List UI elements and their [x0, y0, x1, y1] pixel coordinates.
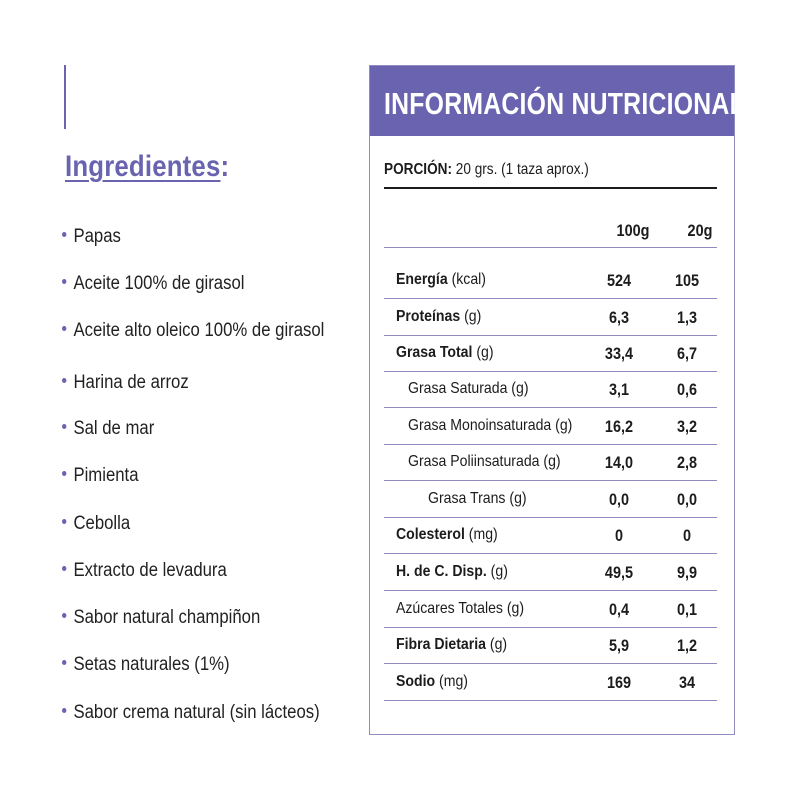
ingredient-item	[62, 226, 121, 248]
ingredient-item	[62, 418, 154, 440]
value-100g: 14,0	[604, 453, 634, 472]
row-label	[396, 673, 468, 691]
ingredient-text: Aceite alto oleico 100% de girasol	[73, 320, 325, 341]
value-100g: 33,4	[604, 344, 634, 363]
row-label	[396, 344, 494, 362]
row-name: Proteínas	[396, 308, 461, 325]
bullet-icon	[62, 326, 66, 331]
ingredients-title-word: Ingredientes	[65, 150, 221, 183]
bullet-icon	[62, 660, 66, 665]
value-20g: 2,8	[676, 453, 698, 472]
portion-value: 20 grs. (1 taza aprox.)	[455, 161, 589, 178]
row-unit: Grasa Trans (g)	[428, 490, 527, 507]
row-label	[396, 636, 507, 654]
header-divider	[384, 247, 717, 248]
ingredient-text: Harina de arroz	[73, 372, 189, 393]
row-unit: (g)	[490, 563, 508, 580]
value-20g: 1,2	[676, 636, 698, 655]
ingredient-text: Setas naturales (1%)	[73, 654, 230, 675]
ingredients-title-colon: :	[220, 150, 230, 183]
row-name: Grasa Total	[396, 344, 473, 361]
nutrition-row-hc-disp	[384, 555, 717, 591]
row-label	[408, 417, 572, 435]
ingredient-item	[62, 513, 130, 535]
nutrition-row-grasa-trans	[384, 482, 717, 518]
row-unit: (kcal)	[451, 271, 486, 288]
bullet-icon	[62, 519, 66, 524]
row-unit: Grasa Monoinsaturada (g)	[408, 417, 573, 434]
ingredient-item	[62, 607, 260, 629]
value-20g: 0,0	[676, 490, 698, 509]
nutrition-row-azucares	[384, 592, 717, 628]
row-name: Energía	[396, 271, 448, 288]
ingredient-text: Papas	[73, 226, 121, 247]
column-header-20g: 20g	[687, 221, 713, 240]
row-label	[396, 600, 524, 618]
value-20g: 1,3	[676, 308, 698, 327]
value-100g: 49,5	[604, 563, 634, 582]
bullet-icon	[62, 424, 66, 429]
row-name: Fibra Dietaria	[396, 636, 486, 653]
nutrition-title: INFORMACIÓN NUTRICIONAL	[384, 86, 745, 121]
value-20g: 105	[674, 271, 700, 290]
value-100g: 3,1	[608, 380, 630, 399]
nutrition-row-energia	[384, 263, 717, 299]
ingredient-item	[62, 465, 138, 487]
row-label	[396, 271, 486, 289]
row-name: Sodio	[396, 673, 436, 690]
value-20g: 34	[678, 673, 696, 692]
row-name: H. de C. Disp.	[396, 563, 487, 580]
row-unit: (g)	[464, 308, 482, 325]
row-label	[396, 526, 498, 544]
value-100g: 5,9	[608, 636, 630, 655]
nutrition-row-fibra	[384, 628, 717, 664]
nutrition-row-colesterol	[384, 518, 717, 554]
row-label	[408, 453, 561, 471]
row-unit: Azúcares Totales (g)	[396, 600, 525, 617]
row-unit: Grasa Poliinsaturada (g)	[408, 453, 561, 470]
value-100g: 0,4	[608, 600, 630, 619]
row-label	[408, 380, 529, 398]
ingredients-title	[65, 150, 229, 184]
bullet-icon	[62, 566, 66, 571]
nutrition-header	[370, 66, 745, 136]
value-20g: 9,9	[676, 563, 698, 582]
bullet-icon	[62, 279, 66, 284]
value-100g: 6,3	[608, 308, 630, 327]
value-100g: 0,0	[608, 490, 630, 509]
bullet-icon	[62, 471, 66, 476]
ingredient-text: Cebolla	[73, 513, 131, 534]
ingredient-text: Pimienta	[73, 465, 139, 486]
row-unit: Grasa Saturada (g)	[408, 380, 529, 397]
ingredient-item	[62, 560, 227, 582]
ingredient-text: Sabor natural champiñon	[73, 607, 261, 628]
bullet-icon	[62, 613, 66, 618]
value-100g: 524	[606, 271, 632, 290]
column-header-100g: 100g	[616, 221, 650, 240]
ingredient-item	[62, 702, 320, 724]
value-100g: 16,2	[604, 417, 634, 436]
ingredient-item	[62, 372, 189, 394]
ingredient-item	[62, 654, 230, 676]
bullet-icon	[62, 708, 66, 713]
row-unit: (mg)	[439, 673, 468, 690]
nutrition-row-grasa-poli	[384, 445, 717, 481]
ingredient-item	[62, 320, 324, 342]
nutrition-row-grasa-saturada	[384, 372, 717, 408]
nutrition-row-grasa-mono	[384, 409, 717, 445]
decorative-vertical-rule	[64, 65, 66, 129]
ingredient-item	[62, 273, 244, 295]
row-label	[396, 308, 481, 326]
row-unit: (g)	[489, 636, 508, 653]
row-unit: (mg)	[468, 526, 498, 543]
row-unit: (g)	[476, 344, 494, 361]
ingredient-text: Extracto de levadura	[73, 560, 227, 581]
value-100g: 0	[614, 526, 624, 545]
row-label	[396, 563, 508, 581]
nutrition-row-proteinas	[384, 300, 717, 336]
portion-divider	[384, 187, 717, 189]
bullet-icon	[62, 378, 66, 383]
nutrition-panel	[369, 65, 745, 735]
bullet-icon	[62, 232, 66, 237]
ingredient-text: Aceite 100% de girasol	[73, 273, 245, 294]
ingredient-text: Sabor crema natural (sin lácteos)	[73, 702, 320, 723]
value-20g: 0	[682, 526, 692, 545]
ingredient-text: Sal de mar	[73, 418, 155, 439]
row-name: Colesterol	[396, 526, 465, 543]
nutrition-row-sodio	[384, 665, 717, 701]
portion-line	[384, 161, 589, 179]
row-label	[428, 490, 527, 508]
value-100g: 169	[606, 673, 632, 692]
value-20g: 0,1	[676, 600, 698, 619]
value-20g: 3,2	[676, 417, 698, 436]
nutrition-row-grasa-total	[384, 336, 717, 372]
value-20g: 6,7	[676, 344, 698, 363]
value-20g: 0,6	[676, 380, 698, 399]
portion-label: PORCIÓN:	[384, 161, 452, 178]
